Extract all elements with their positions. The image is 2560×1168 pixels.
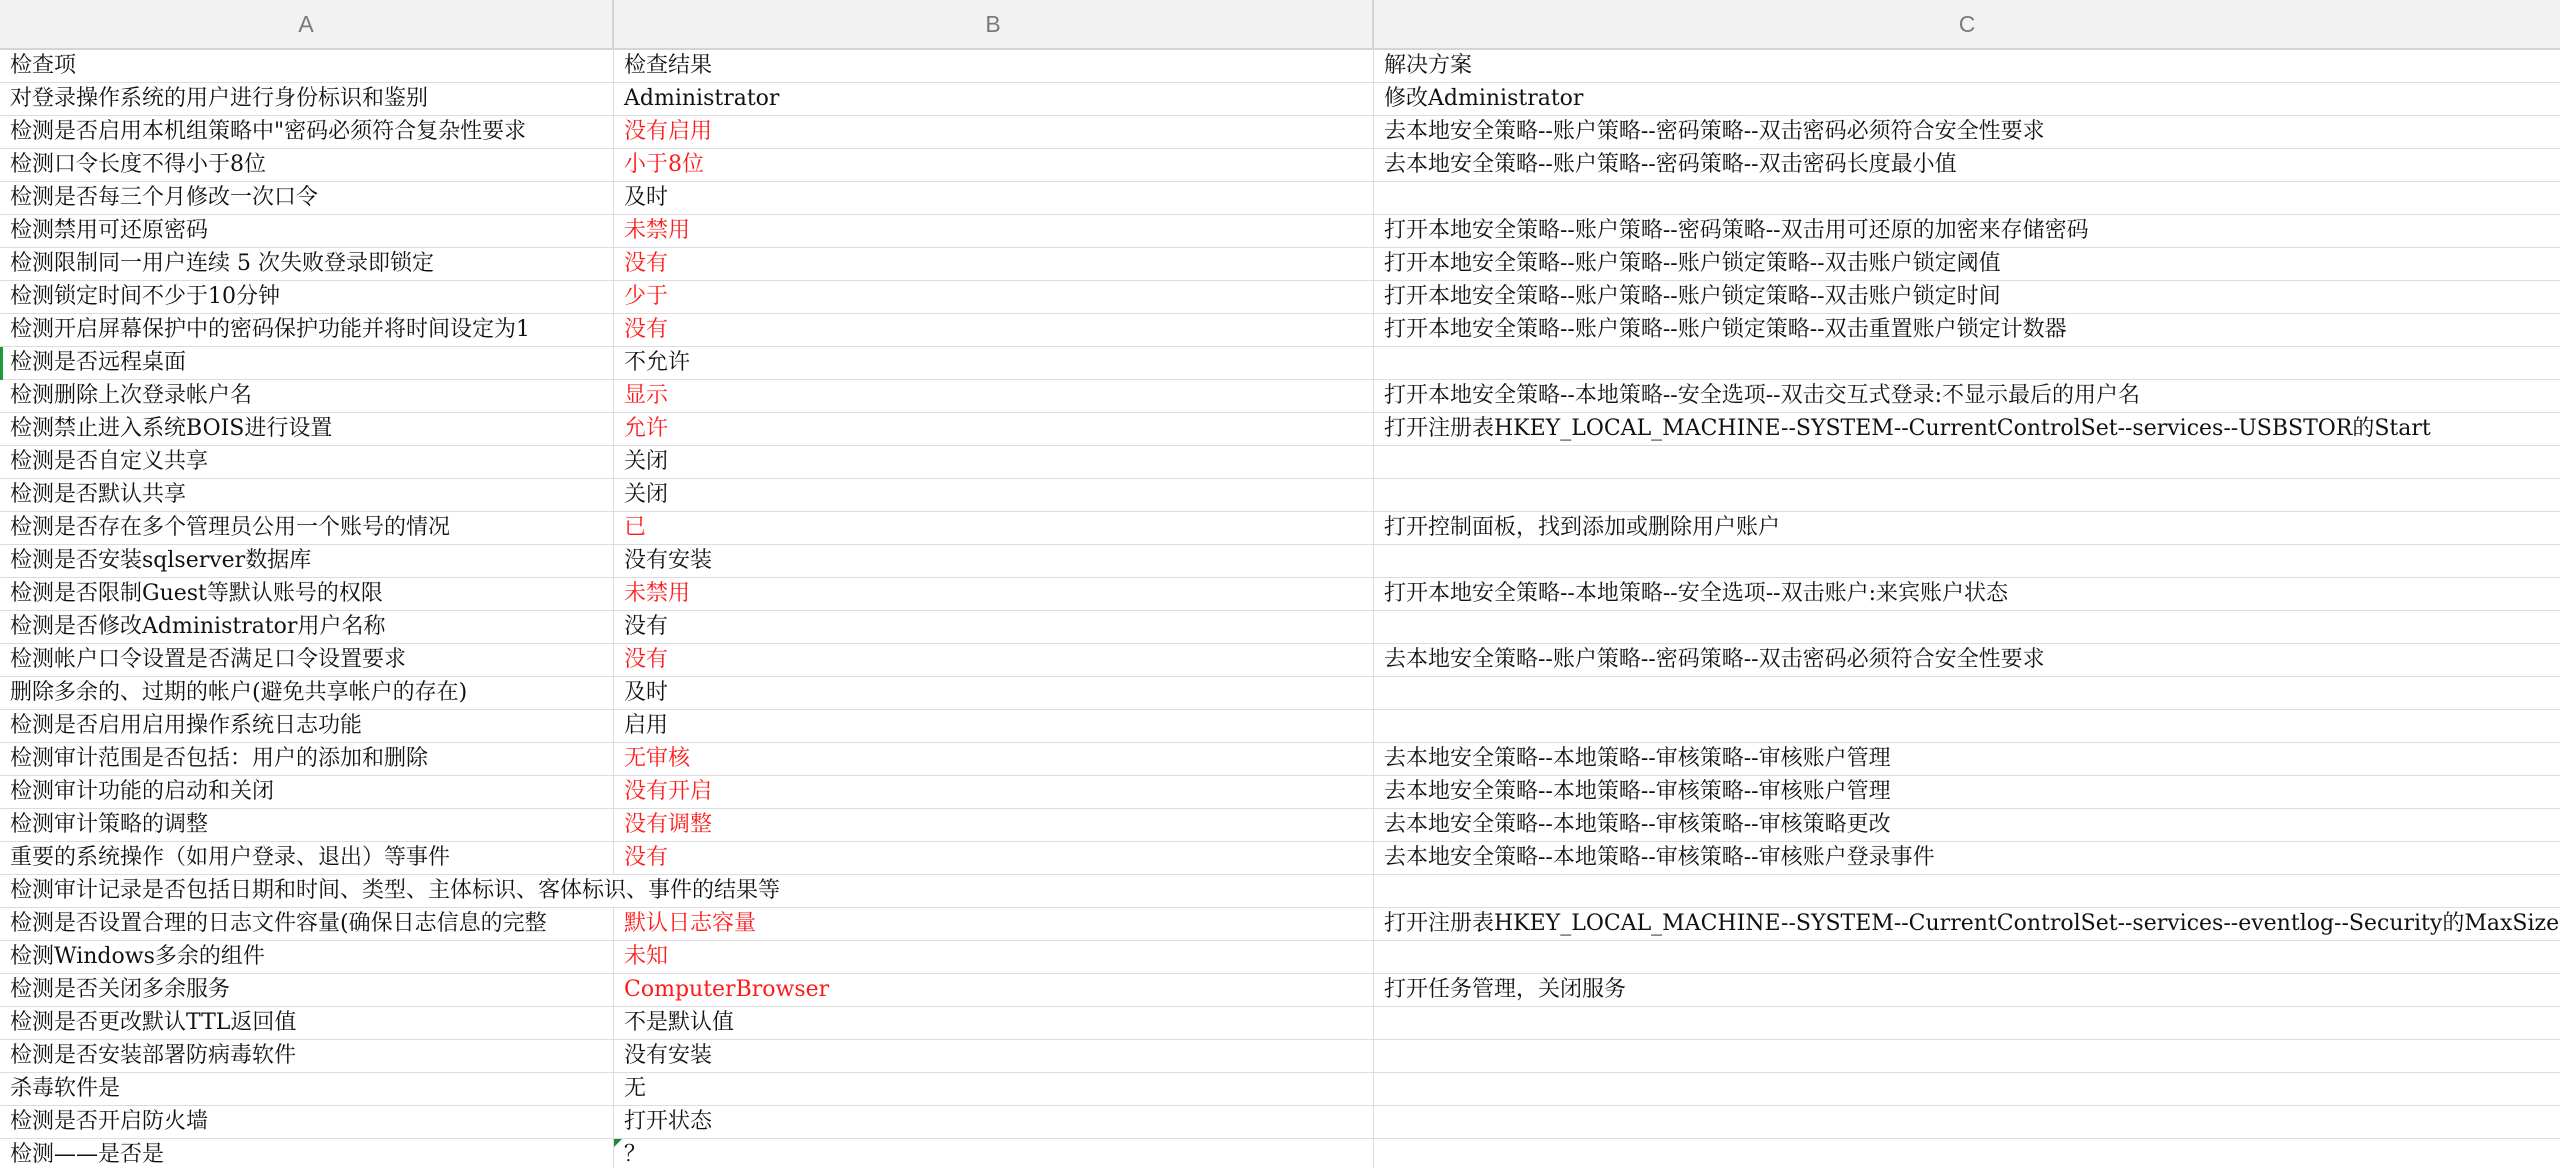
cell-check-result[interactable]: 未禁用 [614,578,1374,611]
cell-check-result[interactable]: 不是默认值 [614,1007,1374,1040]
cell-check-result[interactable]: 已 [614,512,1374,545]
table-row [0,1106,2560,1139]
cell-check-item[interactable]: 检测删除上次登录帐户名 [0,380,614,413]
cell-solution[interactable] [1374,1040,2560,1073]
table-row [0,116,2560,149]
cell-note-indicator [614,1139,622,1147]
cell-solution[interactable] [1374,182,2560,215]
cell-check-result[interactable]: 检查结果 [614,50,1374,83]
cell-check-result[interactable]: 及时 [614,182,1374,215]
cell-solution[interactable]: 打开任务管理，关闭服务 [1374,974,2560,1007]
column-header-c[interactable]: C [1958,10,1976,37]
cell-solution[interactable] [1374,1139,2560,1168]
cell-check-result[interactable]: 及时 [614,677,1374,710]
cell-check-result[interactable]: 没有 [614,644,1374,677]
table-row [0,149,2560,182]
cell-solution[interactable] [1374,545,2560,578]
cell-solution[interactable] [1374,479,2560,512]
cell-solution[interactable]: 打开注册表HKEY_LOCAL_MACHINE--SYSTEM--CurrentControlSet--services--USBSTOR的Start [1374,413,2560,446]
table-row [0,578,2560,611]
cell-solution[interactable]: 打开本地安全策略--账户策略--账户锁定策略--双击账户锁定时间 [1374,281,2560,314]
table-row [0,842,2560,875]
cell-check-result[interactable]: 显示 [614,380,1374,413]
cell-check-result[interactable]: 无 [614,1073,1374,1106]
cell-check-result[interactable]: 没有启用 [614,116,1374,149]
cell-check-result[interactable]: 打开状态 [614,1106,1374,1139]
table-row [0,314,2560,347]
cell-check-item[interactable]: 检测是否默认共享 [0,479,614,512]
cell-solution[interactable]: 去本地安全策略--本地策略--审核策略--审核账户管理 [1374,776,2560,809]
cell-check-item[interactable]: 对登录操作系统的用户进行身份标识和鉴别 [0,83,614,116]
table-row [0,1139,2560,1168]
table-row [0,1073,2560,1106]
cell-solution[interactable]: 修改Administrator [1374,83,2560,116]
cell-solution[interactable]: 打开本地安全策略--账户策略--账户锁定策略--双击账户锁定阈值 [1374,248,2560,281]
cell-check-item[interactable]: 检测审计功能的启动和关闭 [0,776,614,809]
cell-solution[interactable]: 解决方案 [1374,50,2560,83]
cell-solution[interactable] [1374,347,2560,380]
cell-check-result[interactable]: 不允许 [614,347,1374,380]
table-row [0,974,2560,1007]
cell-solution[interactable]: 去本地安全策略--本地策略--审核策略--审核账户管理 [1374,743,2560,776]
column-header-a[interactable]: A [0,0,614,48]
cell-check-result[interactable]: 无审核 [614,743,1374,776]
table-row [0,413,2560,446]
cell-check-item[interactable]: 检测帐户口令设置是否满足口令设置要求 [0,644,614,677]
table-row [0,50,2560,83]
cell-check-result[interactable]: ComputerBrowser [614,974,1374,1007]
cell-check-item[interactable]: 检测是否每三个月修改一次口令 [0,182,614,215]
cell-check-item[interactable]: 检测禁止进入系统BOIS进行设置 [0,413,614,446]
cell-solution[interactable]: 去本地安全策略--账户策略--密码策略--双击密码长度最小值 [1374,149,2560,182]
table-row [0,347,2560,380]
cell-check-item[interactable]: 检测是否启用启用操作系统日志功能 [0,710,614,743]
cell-solution[interactable]: 去本地安全策略--账户策略--密码策略--双击密码必须符合安全性要求 [1374,644,2560,677]
cell-solution[interactable]: 打开本地安全策略--账户策略--密码策略--双击用可还原的加密来存储密码 [1374,215,2560,248]
cell-check-item[interactable]: 检测锁定时间不少于10分钟 [0,281,614,314]
cell-check-item[interactable]: 检测——是否是 [0,1139,614,1168]
table-row [0,743,2560,776]
table-row [0,809,2560,842]
table-row [0,479,2560,512]
cell-check-result[interactable]: 启用 [614,710,1374,743]
cell-solution[interactable] [1374,941,2560,974]
cell-solution[interactable]: 打开注册表HKEY_LOCAL_MACHINE--SYSTEM--CurrentControlSet--services--eventlog--Security的MaxSize [1374,908,2560,941]
cell-check-result[interactable]: 没有 [614,248,1374,281]
cell-check-result[interactable]: 默认日志容量 [614,908,1374,941]
table-row [0,644,2560,677]
table-row [0,677,2560,710]
table-row [0,215,2560,248]
cell-check-result[interactable]: 小于8位 [614,149,1374,182]
table-row [0,545,2560,578]
cell-solution[interactable]: 去本地安全策略--账户策略--密码策略--双击密码必须符合安全性要求 [1374,116,2560,149]
cell-check-item[interactable]: 检测限制同一用户连续 5 次失败登录即锁定 [0,248,614,281]
table-row [0,875,2560,908]
row-change-marker [0,347,3,380]
cell-grid [0,50,2560,1168]
column-header-row [0,0,2560,50]
cell-check-item[interactable]: 重要的系统操作（如用户登录、退出）等事件 [0,842,614,875]
table-row [0,83,2560,116]
cell-check-item[interactable]: 检测Windows多余的组件 [0,941,614,974]
cell-check-result[interactable]: 未禁用 [614,215,1374,248]
cell-check-item[interactable]: 检测是否启用本机组策略中"密码必须符合复杂性要求 [0,116,614,149]
cell-check-item[interactable]: 检测是否关闭多余服务 [0,974,614,1007]
cell-check-item[interactable]: 检测禁用可还原密码 [0,215,614,248]
cell-check-result[interactable]: 没有安装 [614,1040,1374,1073]
cell-check-item[interactable]: 检测是否限制Guest等默认账号的权限 [0,578,614,611]
cell-check-result[interactable]: 没有 [614,314,1374,347]
cell-check-result[interactable]: 少于 [614,281,1374,314]
table-row [0,1007,2560,1040]
cell-check-item[interactable]: 检查项 [0,50,614,83]
cell-check-result[interactable]: 关闭 [614,446,1374,479]
cell-check-result[interactable]: 没有调整 [614,809,1374,842]
cell-check-item[interactable]: 检测审计范围是否包括：用户的添加和删除 [0,743,614,776]
table-row [0,512,2560,545]
cell-check-item[interactable]: 检测是否存在多个管理员公用一个账号的情况 [0,512,614,545]
cell-check-item[interactable]: 检测是否修改Administrator用户名称 [0,611,614,644]
cell-solution[interactable] [1374,710,2560,743]
cell-solution[interactable]: 打开本地安全策略--本地策略--安全选项--双击交互式登录:不显示最后的用户名 [1374,380,2560,413]
cell-check-result[interactable]: 没有 [614,842,1374,875]
cell-check-result[interactable]: 没有 [614,611,1374,644]
cell-check-result[interactable]: ？ [614,1139,1374,1168]
cell-solution[interactable]: 打开本地安全策略--本地策略--安全选项--双击账户:来宾账户状态 [1374,578,2560,611]
cell-solution[interactable] [1374,1007,2560,1040]
cell-check-item[interactable]: 杀毒软件是 [0,1073,614,1106]
cell-check-item[interactable]: 检测口令长度不得小于8位 [0,149,614,182]
cell-solution[interactable] [1374,875,2560,908]
cell-check-result[interactable]: 未知 [614,941,1374,974]
table-row [0,380,2560,413]
cell-check-item[interactable]: 检测审计记录是否包括日期和时间、类型、主体标识、客体标识、事件的结果等 [0,875,1374,908]
column-header-b[interactable]: B [614,0,1374,48]
cell-check-item[interactable]: 检测开启屏幕保护中的密码保护功能并将时间设定为1 [0,314,614,347]
cell-check-item[interactable]: 检测是否远程桌面 [0,347,614,380]
table-row [0,611,2560,644]
cell-check-item[interactable]: 检测是否自定义共享 [0,446,614,479]
cell-check-result[interactable]: 没有开启 [614,776,1374,809]
cell-solution[interactable]: 打开本地安全策略--账户策略--账户锁定策略--双击重置账户锁定计数器 [1374,314,2560,347]
table-row [0,281,2560,314]
cell-check-item[interactable]: 检测是否设置合理的日志文件容量(确保日志信息的完整 [0,908,614,941]
table-row [0,710,2560,743]
cell-check-result[interactable]: 允许 [614,413,1374,446]
cell-check-item[interactable]: 删除多余的、过期的帐户(避免共享帐户的存在) [0,677,614,710]
table-row [0,446,2560,479]
cell-check-item[interactable]: 检测是否更改默认TTL返回值 [0,1007,614,1040]
table-row [0,182,2560,215]
cell-check-item[interactable]: 检测是否安装部署防病毒软件 [0,1040,614,1073]
cell-check-item[interactable]: 检测审计策略的调整 [0,809,614,842]
cell-check-item[interactable]: 检测是否安装sqlserver数据库 [0,545,614,578]
cell-solution[interactable]: 去本地安全策略--本地策略--审核策略--审核策略更改 [1374,809,2560,842]
cell-check-result[interactable]: 没有安装 [614,545,1374,578]
table-row [0,908,2560,941]
cell-check-item[interactable]: 检测是否开启防火墙 [0,1106,614,1139]
cell-solution[interactable]: 打开控制面板，找到添加或删除用户账户 [1374,512,2560,545]
cell-solution[interactable] [1374,611,2560,644]
table-row [0,941,2560,974]
cell-check-result[interactable]: 关闭 [614,479,1374,512]
table-row [0,776,2560,809]
cell-check-result[interactable]: Administrator [614,83,1374,116]
cell-solution[interactable] [1374,677,2560,710]
table-row [0,1040,2560,1073]
cell-solution[interactable] [1374,446,2560,479]
cell-solution[interactable] [1374,1106,2560,1139]
cell-solution[interactable]: 去本地安全策略--本地策略--审核策略--审核账户登录事件 [1374,842,2560,875]
cell-solution[interactable] [1374,1073,2560,1106]
table-row [0,248,2560,281]
